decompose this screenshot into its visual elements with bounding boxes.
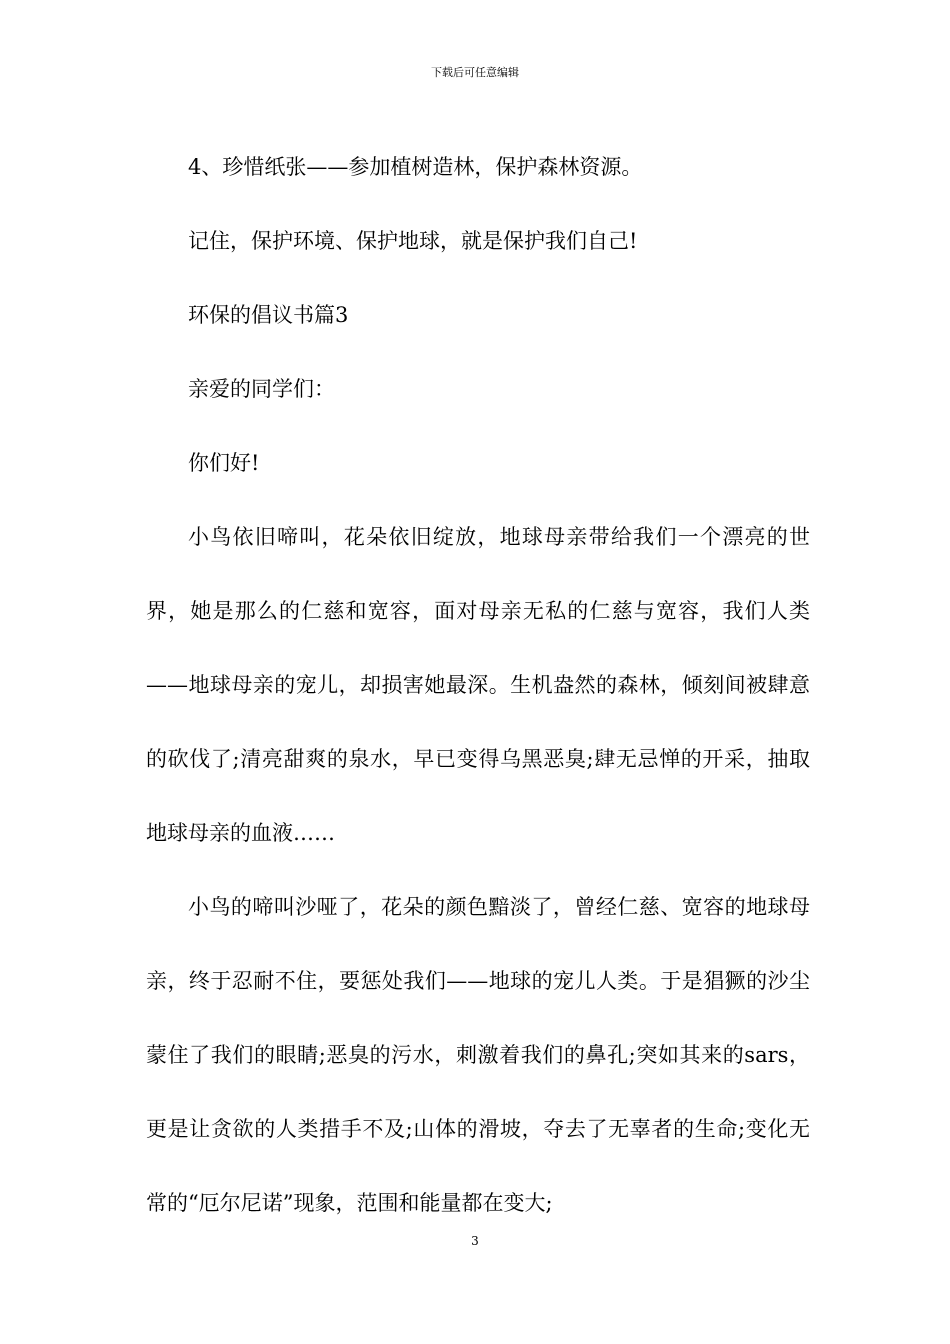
page-header: 下载后可任意编辑 [431, 66, 519, 79]
page-number: 3 [471, 1234, 479, 1248]
section-heading: 环保的倡议书篇3 [188, 303, 349, 327]
page-content [146, 130, 810, 1240]
paragraph-2: 记住，保护环境、保护地球，就是保护我们自己! [188, 229, 638, 253]
body-paragraph-1: 小鸟依旧啼叫，花朵依旧绽放，地球母亲带给我们一个漂亮的世界，她是那么的仁慈和宽容，面对母亲无私的仁慈与宽容，我们人类——地球母亲的宠儿，却损害她最深。生机盎然的森林，倾刻间被肆意的砍伐了;清亮甜爽的泉水，早已变得乌黑恶臭;肆无忌惮的开采，抽取地球母亲的血液…… [146, 525, 810, 845]
paragraph-1: 4、珍惜纸张——参加植树造林，保护森林资源。 [188, 155, 643, 179]
salutation: 亲爱的同学们： [188, 377, 335, 401]
body-paragraph-2: 小鸟的啼叫沙哑了，花朵的颜色黯淡了，曾经仁慈、宽容的地球母亲，终于忍耐不住，要惩处我们——地球的宠儿人类。于是猖獗的沙尘蒙住了我们的眼睛;恶臭的污水，刺激着我们的鼻孔;突如其来的sars，更是让贪欲的人类措手不及;山体的滑坡，夺去了无辜者的生命;变化无常的“厄尔尼诺”现象，范围和能量都在变大; [146, 895, 810, 1215]
greeting: 你们好! [188, 451, 260, 475]
